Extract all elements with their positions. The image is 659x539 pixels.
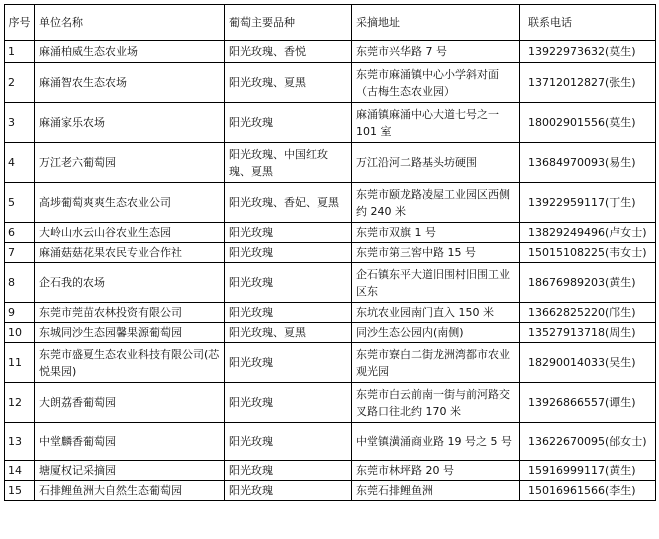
row-name: 大岭山水云山谷农业生态园 <box>35 223 225 243</box>
row-index: 3 <box>5 103 35 143</box>
row-variety: 阳光玫瑰 <box>225 343 352 383</box>
row-address: 东坑农业园南门直入 150 米 <box>352 303 520 323</box>
row-phone: 13712012827(张生) <box>520 63 656 103</box>
row-phone: 13527913718(周生) <box>520 323 656 343</box>
table-row <box>5 143 656 183</box>
row-address: 麻涌镇麻涌中心大道七号之一 101 室 <box>352 103 520 143</box>
row-address: 东莞市兴华路 7 号 <box>352 41 520 63</box>
row-variety: 阳光玫瑰、香悦 <box>225 41 352 63</box>
row-phone: 13922959117(丁生) <box>520 183 656 223</box>
table-row <box>5 63 656 103</box>
row-variety: 阳光玫瑰 <box>225 423 352 461</box>
row-name: 麻涌家乐农场 <box>35 103 225 143</box>
row-index: 8 <box>5 263 35 303</box>
row-index: 14 <box>5 461 35 481</box>
row-variety: 阳光玫瑰 <box>225 303 352 323</box>
row-index: 2 <box>5 63 35 103</box>
row-phone: 18676989203(黄生) <box>520 263 656 303</box>
table-row <box>5 223 656 243</box>
table-row <box>5 183 656 223</box>
row-index: 12 <box>5 383 35 423</box>
row-address: 东莞市麻涌镇中心小学斜对面（古梅生态农业园） <box>352 63 520 103</box>
header-variety: 葡萄主要品种 <box>225 5 352 41</box>
row-name: 高埗葡萄爽爽生态农业公司 <box>35 183 225 223</box>
row-name: 中堂麟香葡萄园 <box>35 423 225 461</box>
row-phone: 13829249496(卢女士) <box>520 223 656 243</box>
row-address: 同沙生态公园内(南侧) <box>352 323 520 343</box>
vineyard-table-container <box>4 4 656 501</box>
row-name: 麻涌柏威生态农业场 <box>35 41 225 63</box>
row-name: 塘厦权记采摘园 <box>35 461 225 481</box>
row-phone: 18290014033(吴生) <box>520 343 656 383</box>
table-row <box>5 243 656 263</box>
row-phone: 15016961566(李生) <box>520 481 656 501</box>
row-phone: 15916999117(黄生) <box>520 461 656 481</box>
row-variety: 阳光玫瑰 <box>225 263 352 303</box>
table-row <box>5 423 656 461</box>
table-row <box>5 343 656 383</box>
row-variety: 阳光玫瑰 <box>225 461 352 481</box>
row-index: 6 <box>5 223 35 243</box>
row-address: 企石镇东平大道旧围村旧围工业区东 <box>352 263 520 303</box>
row-phone: 13662825220(邝生) <box>520 303 656 323</box>
row-name: 万江老六葡萄园 <box>35 143 225 183</box>
row-name: 麻涌智农生态农场 <box>35 63 225 103</box>
row-address: 东莞市颐龙路凌屋工业园区西侧约 240 米 <box>352 183 520 223</box>
row-variety: 阳光玫瑰 <box>225 481 352 501</box>
row-index: 15 <box>5 481 35 501</box>
row-index: 1 <box>5 41 35 63</box>
row-variety: 阳光玫瑰 <box>225 243 352 263</box>
row-address: 东莞市第三窖中路 15 号 <box>352 243 520 263</box>
row-phone: 18002901556(莫生) <box>520 103 656 143</box>
row-address: 东莞市林坪路 20 号 <box>352 461 520 481</box>
row-variety: 阳光玫瑰 <box>225 383 352 423</box>
row-variety: 阳光玫瑰 <box>225 223 352 243</box>
row-index: 5 <box>5 183 35 223</box>
vineyard-directory-table <box>4 4 656 501</box>
row-variety: 阳光玫瑰、夏黑 <box>225 63 352 103</box>
row-name: 大朗荔香葡萄园 <box>35 383 225 423</box>
table-row <box>5 41 656 63</box>
row-name: 东莞市莞苗农林投资有限公司 <box>35 303 225 323</box>
row-index: 11 <box>5 343 35 383</box>
header-address: 采摘地址 <box>352 5 520 41</box>
row-variety: 阳光玫瑰、中国红玫瑰、夏黑 <box>225 143 352 183</box>
row-address: 东莞石排鲤鱼洲 <box>352 481 520 501</box>
row-address: 中堂镇潢涌商业路 19 号之 5 号 <box>352 423 520 461</box>
row-index: 4 <box>5 143 35 183</box>
table-row <box>5 383 656 423</box>
row-address: 东莞市双旗 1 号 <box>352 223 520 243</box>
table-header-row <box>5 5 656 41</box>
row-name: 东莞市盛夏生态农业科技有限公司(芯悦果园) <box>35 343 225 383</box>
header-index: 序号 <box>5 5 35 41</box>
row-name: 企石我的农场 <box>35 263 225 303</box>
row-variety: 阳光玫瑰、夏黑 <box>225 323 352 343</box>
row-phone: 13926866557(谭生) <box>520 383 656 423</box>
row-phone: 15015108225(韦女士) <box>520 243 656 263</box>
table-row <box>5 323 656 343</box>
row-name: 麻涌菇菇花果农民专业合作社 <box>35 243 225 263</box>
row-variety: 阳光玫瑰、香妃、夏黑 <box>225 183 352 223</box>
row-address: 东莞市寮白二街龙洲湾都市农业观光园 <box>352 343 520 383</box>
table-row <box>5 481 656 501</box>
row-phone: 13684970093(易生) <box>520 143 656 183</box>
row-index: 7 <box>5 243 35 263</box>
row-index: 10 <box>5 323 35 343</box>
row-name: 东城同沙生态园馨果源葡萄园 <box>35 323 225 343</box>
row-index: 9 <box>5 303 35 323</box>
table-row <box>5 303 656 323</box>
row-phone: 13922973632(莫生) <box>520 41 656 63</box>
row-address: 万江沿河二路基头坊硬围 <box>352 143 520 183</box>
row-address: 东莞市白云前南一街与前河路交叉路口往北约 170 米 <box>352 383 520 423</box>
header-phone: 联系电话 <box>520 5 656 41</box>
header-name: 单位名称 <box>35 5 225 41</box>
row-variety: 阳光玫瑰 <box>225 103 352 143</box>
table-row <box>5 103 656 143</box>
table-row <box>5 263 656 303</box>
row-index: 13 <box>5 423 35 461</box>
row-name: 石排鲤鱼洲大自然生态葡萄园 <box>35 481 225 501</box>
row-phone: 13622670095(邰女士) <box>520 423 656 461</box>
table-row <box>5 461 656 481</box>
